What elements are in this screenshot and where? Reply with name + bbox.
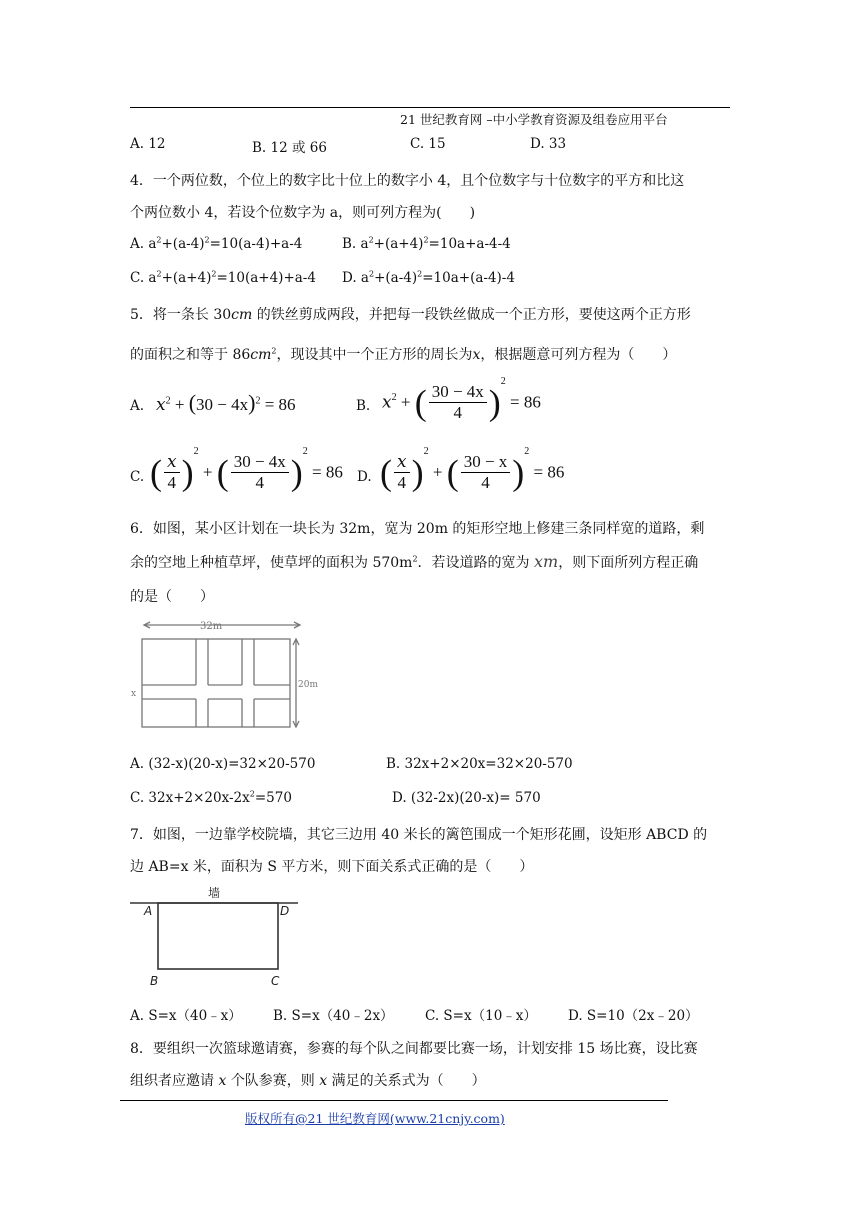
q6-option-d: D. (32-2x)(20-x)= 570: [392, 790, 541, 806]
footer-copyright-link[interactable]: 版权所有@21 世纪教育网(www.21cnjy.com): [245, 1111, 505, 1126]
q6-fig-label-right: 20m: [298, 680, 318, 690]
page-header: 21 世纪教育网 –中小学教育资源及组卷应用平台: [400, 112, 668, 127]
q6-stem-line2: 余的空地上种植草坪，使草坪的面积为 $570m^2$．若设道路的宽为 xm，则下面所列方程正确: [130, 552, 699, 571]
q7-fig-d: D: [280, 904, 290, 918]
header-rule: [130, 107, 730, 108]
q7-figure: [128, 882, 304, 992]
footer-rule: [120, 1100, 668, 1101]
q7-fig-wall: 墙: [208, 886, 221, 900]
q7-stem-line2: 边 AB=x 米，面积为 S 平方米，则下面关系式正确的是（ ）: [130, 859, 534, 875]
q4-stem-line2: 个两位数小 4，若设个位数字为 a，则可列方程为( ): [130, 205, 476, 221]
q3-option-c: C. 15: [410, 136, 446, 152]
q6-stem-line1: 6．如图，某小区计划在一块长为 32m，宽为 20m 的矩形空地上修建三条同样宽的道路，剩: [130, 521, 705, 537]
q5-option-d-formula: ( $\frac{x}{4}$ )$^2$ + ( $\frac{30 - x}{4}$ )$^2$ = 86: [380, 446, 565, 493]
q4-option-c: C. $a^2+(a+4)^2=10(a+4)+a-4$: [130, 269, 316, 286]
q8-stem-line1: 8．要组织一次篮球邀请赛，参赛的每个队之间都要比赛一场，计划安排 15 场比赛，设比赛: [130, 1041, 698, 1057]
q6-figure: [128, 617, 328, 737]
q5-stem-line1: 5．将一条长 30cm 的铁丝剪成两段，并把每一段铁丝做成一个正方形，要使这两个正方形: [130, 307, 691, 323]
q5-option-c-formula: ( $\frac{x}{4}$ )$^2$ + ( $\frac{30 - 4x}{4}$ )$^2$ = 86: [150, 446, 343, 493]
q4-option-b: B. $a^2+(a+4)^2=10a+a-4-4$: [342, 235, 511, 252]
q3-option-b: B. 12 或 66: [252, 140, 327, 156]
q3-option-a: A. 12: [130, 136, 166, 152]
q7-option-a: A. S=x（40﹣x）: [130, 1008, 242, 1024]
q5-option-a-formula: $x^2 + (30 - 4x)^2 = 86$: [156, 390, 296, 415]
q6-option-a: A. (32-x)(20-x)=32×20-570: [130, 756, 316, 772]
q3-option-d: D. 33: [530, 136, 567, 152]
q6-option-c: C. $32x+2\times 20x-2x^2=570$: [130, 789, 292, 806]
q6-fig-label-left: x: [131, 689, 137, 699]
q6-outer-rect: [142, 639, 290, 727]
q8-stem-line2: 组织者应邀请 x 个队参赛，则 x 满足的关系式为（ ）: [130, 1073, 486, 1089]
q5-option-b-formula: $x^2$ + ( $\frac{30 - 4x}{4}$ )$^2$ = 86: [382, 376, 541, 423]
q5-option-c-label: C.: [130, 469, 145, 485]
q5-option-d-label: D.: [357, 469, 372, 485]
q7-option-c: C. S=x（10﹣x）: [425, 1008, 537, 1024]
q6-stem-line3: 的是（ ）: [130, 589, 214, 605]
q7-option-b: B. S=x（40﹣2x）: [273, 1008, 394, 1024]
q7-stem-line1: 7．如图，一边靠学校院墙，其它三边用 40 米长的篱笆围成一个矩形花圃，设矩形 ABCD 的: [130, 827, 708, 843]
q5-option-b-label: B.: [356, 398, 371, 414]
q4-stem-line1: 4．一个两位数，个位上的数字比十位上的数字小 4，且个位数字与十位数字的平方和比这: [130, 173, 685, 189]
q7-fig-b: B: [150, 974, 159, 988]
q7-option-d: D. S=10（2x﹣20）: [568, 1008, 699, 1024]
q5-stem-line2: 的面积之和等于 $86cm^2$，现设其中一个正方形的周长为x，根据题意可列方程为（ ）: [130, 346, 677, 363]
q4-option-d: D. $a^2+(a-4)^2=10a+(a-4)-4$: [342, 269, 515, 286]
q7-rectangle: [158, 903, 278, 969]
q6-fig-label-top: 32m: [200, 621, 223, 632]
q4-option-a: A. $a^2+(a-4)^2=10(a-4)+a-4$: [130, 235, 303, 252]
q6-option-b: B. 32x+2×20x=32×20-570: [386, 756, 573, 772]
q7-fig-a: A: [144, 904, 153, 918]
q7-fig-c: C: [271, 974, 280, 988]
q5-option-a-label: A.: [130, 398, 145, 414]
